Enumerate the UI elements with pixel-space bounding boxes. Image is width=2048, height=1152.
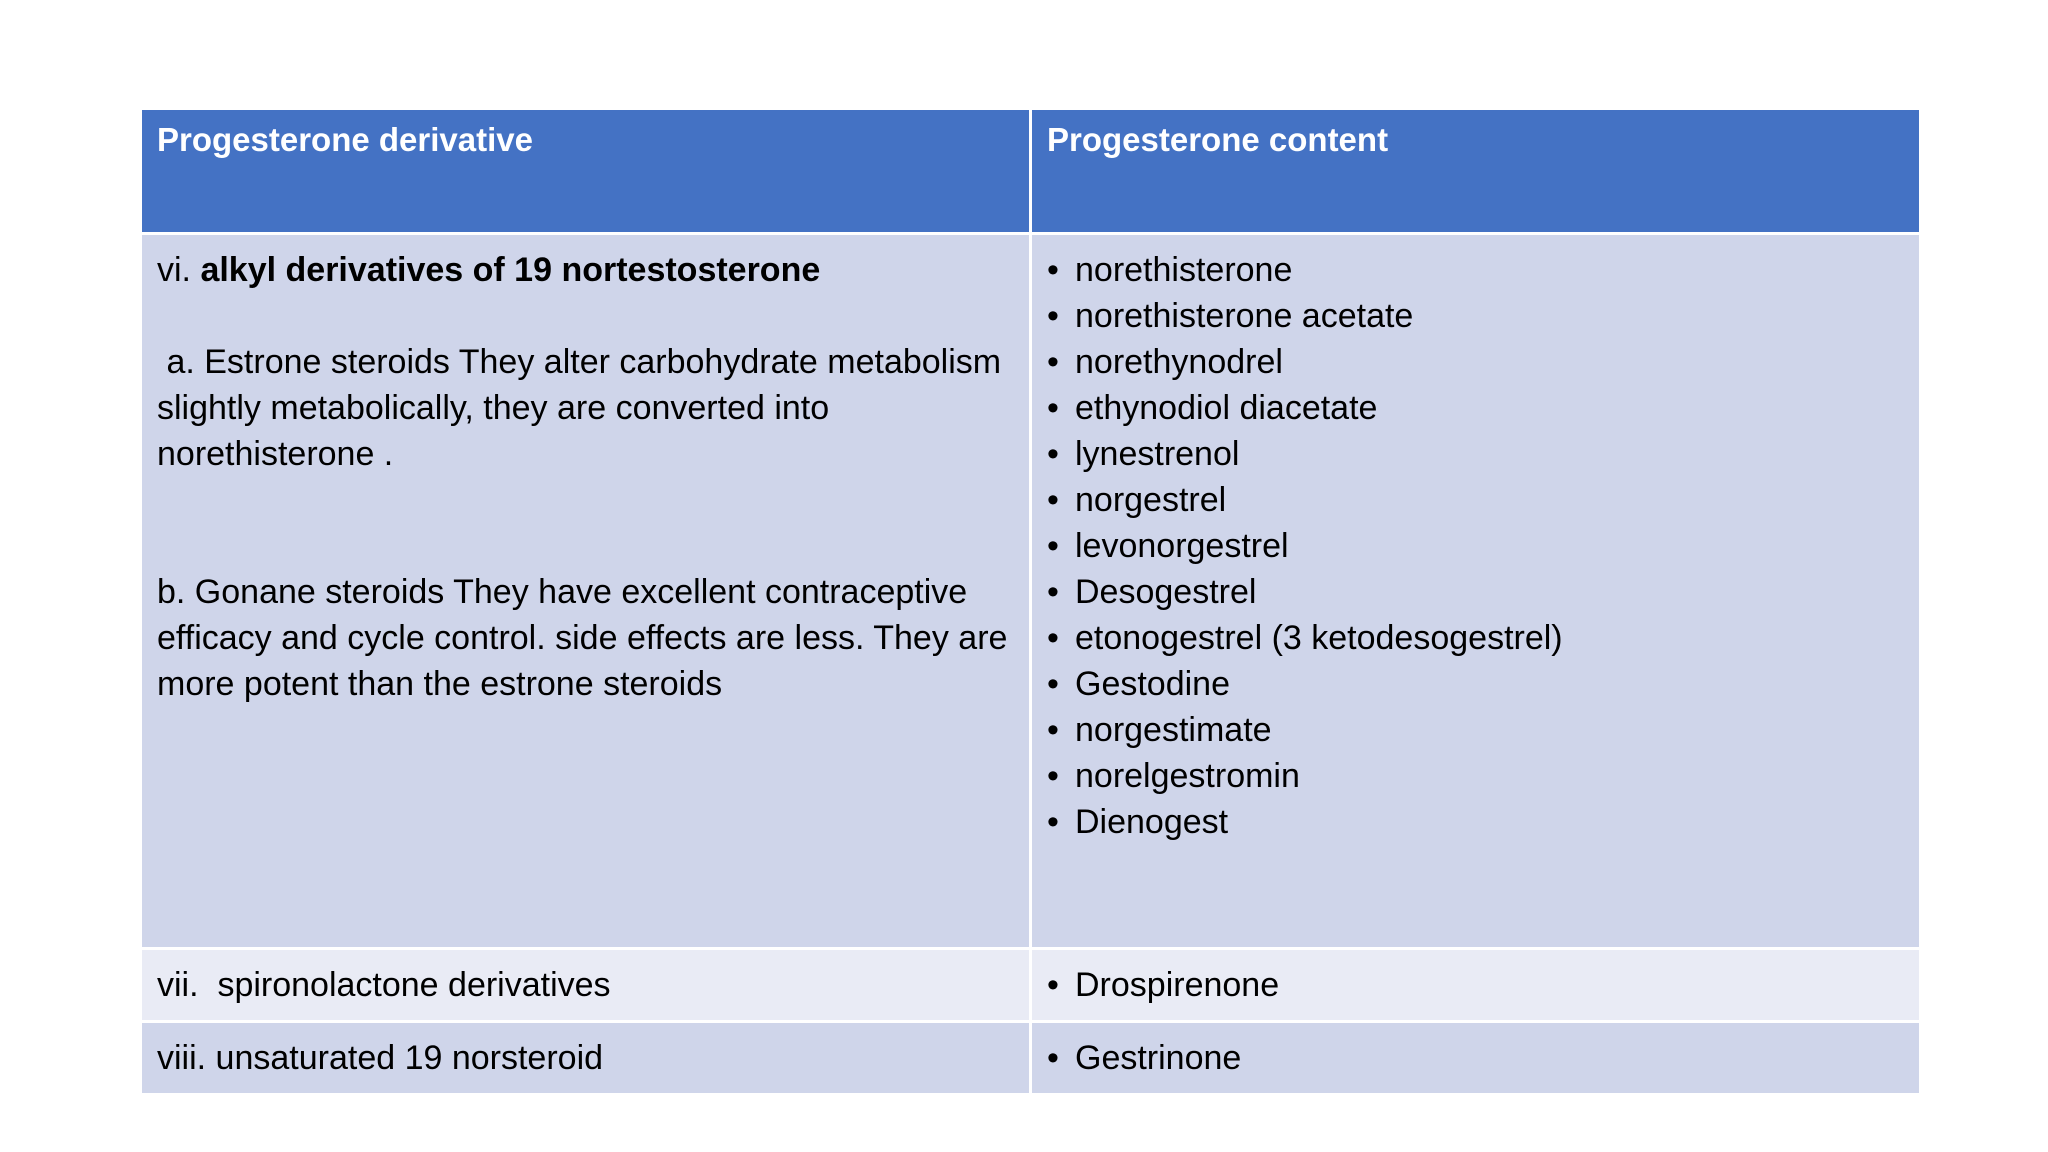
bullet-icon: • — [1047, 527, 1059, 565]
row3-content-list — [1047, 1035, 1905, 1081]
bullet-icon: • — [1047, 803, 1059, 841]
list-item — [1047, 707, 1905, 753]
row3-derivative: viii. unsaturated 19 norsteroid — [157, 1039, 604, 1077]
bullet-icon: • — [1047, 297, 1059, 335]
list-item-label: norgestimate — [1075, 711, 1272, 749]
list-item — [1047, 661, 1905, 707]
list-item-label: Gestrinone — [1075, 1039, 1242, 1077]
bullet-icon: • — [1047, 251, 1059, 289]
list-item-label: lynestrenol — [1075, 435, 1240, 473]
list-item — [1047, 1035, 1905, 1081]
list-item — [1047, 385, 1905, 431]
row2-derivative: vii. spironolactone derivatives — [157, 966, 611, 1004]
progesterone-table — [142, 110, 1918, 1093]
bullet-icon: • — [1047, 435, 1059, 473]
row1-content-list — [1047, 247, 1905, 845]
row1-derivative-cell — [142, 235, 1029, 947]
list-item — [1047, 523, 1905, 569]
list-item-label: norethisterone acetate — [1075, 297, 1414, 335]
list-item — [1047, 339, 1905, 385]
bullet-icon: • — [1047, 343, 1059, 381]
row2-content-list — [1047, 962, 1905, 1008]
list-item — [1047, 615, 1905, 661]
list-item-label: Desogestrel — [1075, 573, 1257, 611]
list-item — [1047, 431, 1905, 477]
bullet-icon: • — [1047, 389, 1059, 427]
list-item-label: Dienogest — [1075, 803, 1229, 841]
row1-para-a: a. Estrone steroids They alter carbohydrate metabolism slightly metabolically, they are converted into norethisterone . — [157, 343, 1011, 473]
row3-content-cell — [1032, 1023, 1919, 1093]
row3-derivative-cell — [142, 1023, 1029, 1093]
row2-derivative-cell — [142, 950, 1029, 1020]
bullet-icon: • — [1047, 711, 1059, 749]
row1-title-prefix: vi. — [157, 251, 201, 289]
list-item-label: Drospirenone — [1075, 966, 1280, 1004]
row1-content-cell — [1032, 235, 1919, 947]
row1-para-b: b. Gonane steroids They have excellent contraceptive efficacy and cycle control. side effects are less. They are more potent than the estrone steroids — [157, 573, 1008, 703]
list-item-label: levonorgestrel — [1075, 527, 1289, 565]
bullet-icon: • — [1047, 619, 1059, 657]
bullet-icon: • — [1047, 1039, 1059, 1077]
row1-title — [157, 247, 1015, 293]
row2-content-cell — [1032, 950, 1919, 1020]
list-item — [1047, 962, 1905, 1008]
list-item-label: norethisterone — [1075, 251, 1293, 289]
list-item-label: ethynodiol diacetate — [1075, 389, 1378, 427]
list-item-label: norelgestromin — [1075, 757, 1300, 795]
list-item-label: etonogestrel (3 ketodesogestrel) — [1075, 619, 1563, 657]
list-item — [1047, 293, 1905, 339]
list-item — [1047, 247, 1905, 293]
list-item-label: norgestrel — [1075, 481, 1227, 519]
list-item — [1047, 569, 1905, 615]
bullet-icon: • — [1047, 665, 1059, 703]
list-item — [1047, 799, 1905, 845]
list-item-label: Gestodine — [1075, 665, 1230, 703]
bullet-icon: • — [1047, 573, 1059, 611]
list-item — [1047, 477, 1905, 523]
bullet-icon: • — [1047, 481, 1059, 519]
list-item — [1047, 753, 1905, 799]
bullet-icon: • — [1047, 966, 1059, 1004]
bullet-icon: • — [1047, 757, 1059, 795]
header-content: Progesterone content — [1032, 110, 1919, 232]
list-item-label: norethynodrel — [1075, 343, 1283, 381]
row1-title-bold: alkyl derivatives of 19 nortestosterone — [200, 251, 821, 289]
header-derivative: Progesterone derivative — [142, 110, 1029, 232]
